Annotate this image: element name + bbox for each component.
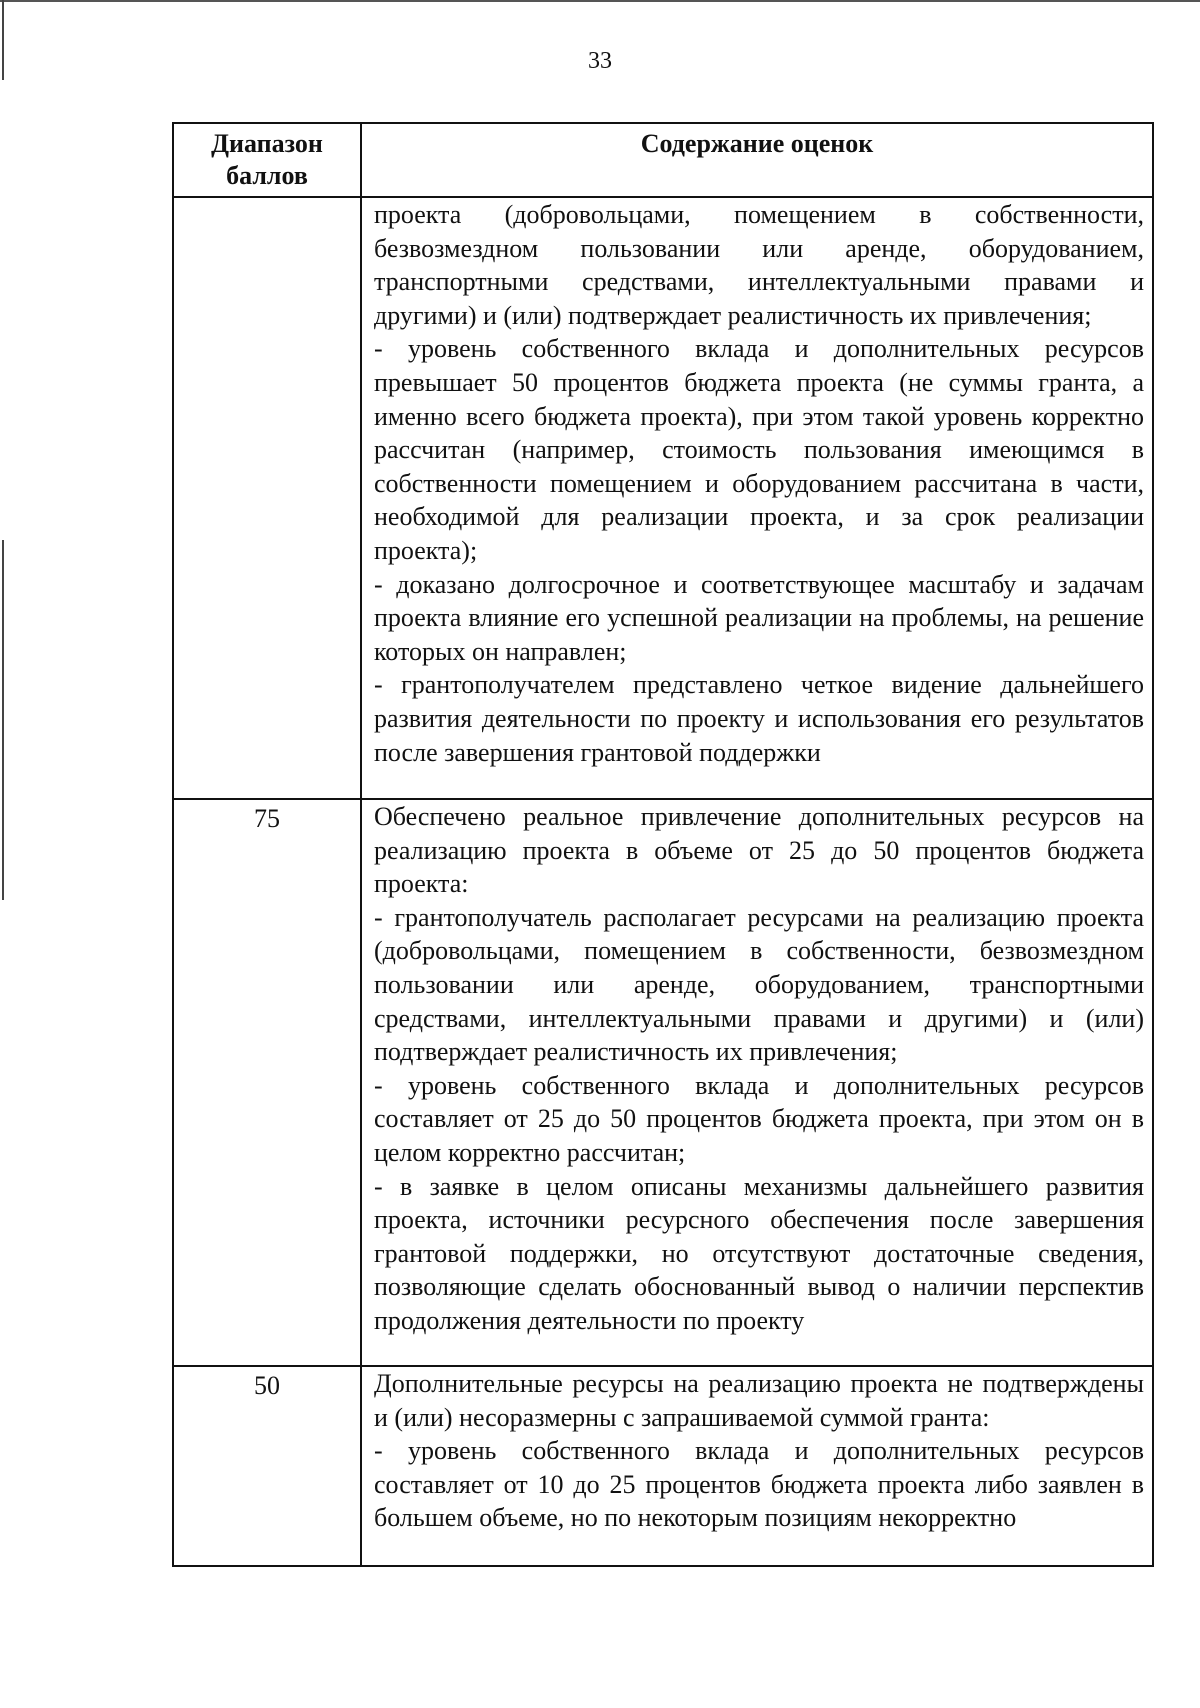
paragraph: - в заявке в целом описаны механизмы дальнейшего развития проекта, источники ресурсного обеспечения после завершения грантовой поддержки, но отсутствуют достаточные сведения, позволяющие сделать обоснованный вывод о наличии перспектив продолжения деятельности по проекту <box>374 1171 1144 1335</box>
header-evaluation-content: Содержание оценок <box>361 123 1153 197</box>
score-cell: 50 <box>173 1366 361 1566</box>
scan-edge-top <box>0 0 1200 2</box>
paragraph: Обеспечено реальное привлечение дополнительных ресурсов на реализацию проекта в объеме от 25 до 50 процентов бюджета проекта: <box>374 802 1144 899</box>
page-number: 33 <box>588 48 612 74</box>
paragraph: проекта (добровольцами, помещением в собственности, безвозмездном пользовании или аренде, оборудованием, транспортными средствами, интеллектуальными правами и другими) и (или) подтверждает реалистичность их привлечения; <box>374 200 1144 330</box>
content-cell <box>361 197 1153 799</box>
paragraph: - грантополучатель располагает ресурсами на реализацию проекта (добровольцами, помещением в собственности, безвозмездном пользовании или аренде, оборудованием, транспортными средствами, интеллектуальными правами и другими) и (или) подтверждает реалистичность их привлечения; <box>374 902 1144 1067</box>
header-score-range: Диапазон баллов <box>173 123 361 197</box>
table-row <box>173 1366 1153 1566</box>
score-cell <box>173 197 361 799</box>
content-cell <box>361 1366 1153 1566</box>
table-header-row <box>173 123 1153 197</box>
evaluation-table <box>172 122 1154 1567</box>
content-cell <box>361 799 1153 1366</box>
table-row <box>173 799 1153 1366</box>
table-row <box>173 197 1153 799</box>
paragraph: Дополнительные ресурсы на реализацию проекта не подтверждены и (или) несоразмерны с запрашиваемой суммой гранта: <box>374 1369 1144 1432</box>
paragraph: - доказано долгосрочное и соответствующее масштабу и задачам проекта влияние его успешной реализации на проблемы, на решение которых он направлен; <box>374 569 1144 666</box>
paragraph: - грантополучателем представлено четкое видение дальнейшего развития деятельности по проекту и использования его результатов после завершения грантовой поддержки <box>374 670 1144 767</box>
score-cell: 75 <box>173 799 361 1366</box>
paragraph: - уровень собственного вклада и дополнительных ресурсов составляет от 10 до 25 процентов бюджета проекта либо заявлен в большем объеме, но по некоторым позициям некорректно <box>374 1436 1144 1533</box>
scan-edge-left-lower <box>2 540 4 900</box>
paragraph: - уровень собственного вклада и дополнительных ресурсов составляет от 25 до 50 процентов бюджета проекта, при этом он в целом корректно рассчитан; <box>374 1070 1144 1167</box>
paragraph: - уровень собственного вклада и дополнительных ресурсов превышает 50 процентов бюджета проекта (не суммы гранта, а именно всего бюджета проекта), при этом такой уровень корректно рассчитан (например, стоимость пользования имеющимся в собственности помещением и оборудованием рассчитана в части, необходимой для реализации проекта, и за срок реализации проекта); <box>374 334 1144 565</box>
